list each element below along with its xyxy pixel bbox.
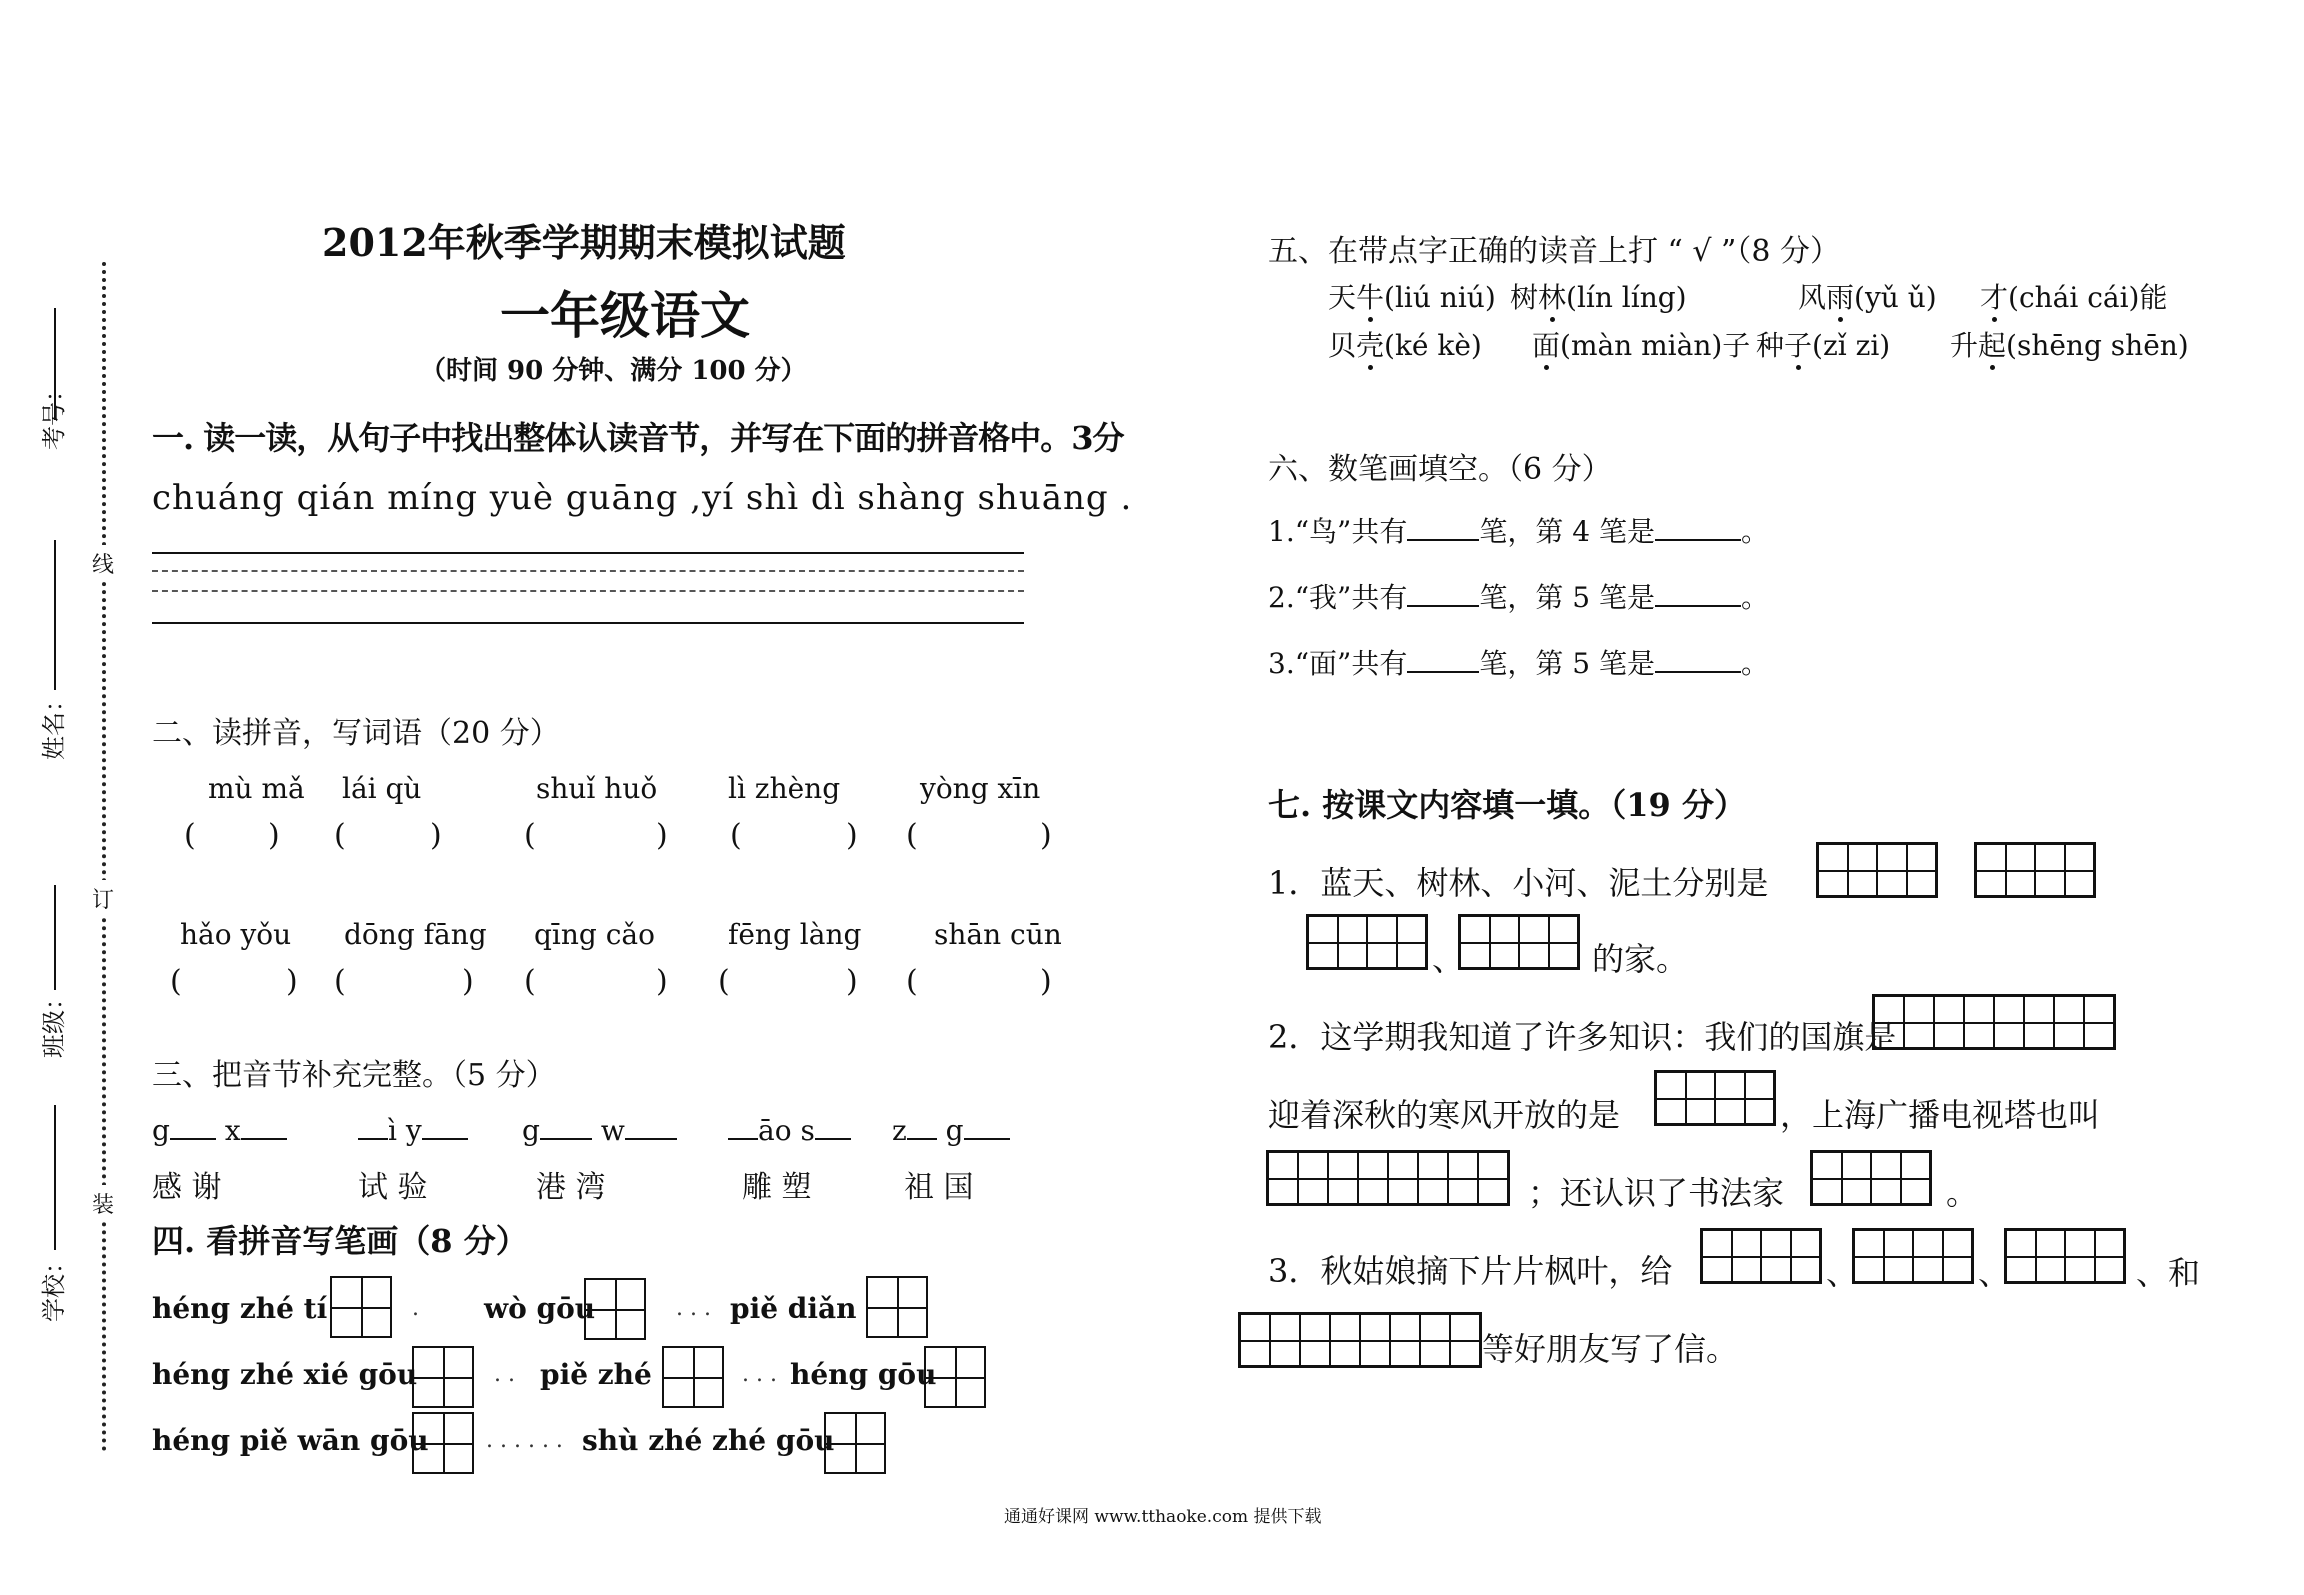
stroke-pinyin: wò gōu [484,1292,596,1325]
reading-item: 种子(zǐ zi) [1756,329,1891,362]
answer-paren-open: ( [524,964,536,999]
reading-item: 树林(lín líng) [1510,281,1687,314]
section1-sentence: chuáng qián míng yuè guāng ,yí shì dì shàng shuāng . [152,478,1133,518]
reading-item: 才(chái cái)能 [1980,281,2168,314]
pinyin-word: mù mǎ [208,772,305,805]
pinyin-grid[interactable] [1306,914,1428,970]
pinyin-word: lái qù [342,772,422,805]
tianzige-box[interactable] [662,1346,724,1408]
pinyin-grid[interactable] [1974,842,2096,898]
pinyin-grid[interactable] [1852,1228,1974,1284]
pinyin-grid[interactable] [1458,914,1580,970]
q2-text: ；还认识了书法家 [1528,1174,1785,1212]
reading-item: 天牛(liú niú) [1328,281,1496,314]
pinyin-word: qīng cǎo [534,918,655,951]
q3-separator: 、 [1826,1254,1859,1292]
stroke-pinyin: héng gōu [790,1358,937,1391]
answer-paren-close: ) [1040,964,1052,999]
answer-paren-open: ( [906,964,918,999]
q2-text: 迎着深秋的寒风开放的是 [1268,1096,1621,1134]
answer-paren-open: ( [524,818,536,853]
stroke-pinyin: héng piě wān gōu [152,1424,429,1457]
answer-paren-open: ( [906,818,918,853]
tianzige-box[interactable] [924,1346,986,1408]
answer-paren-close: ) [268,818,280,853]
pinyin-word: yòng xīn [920,772,1041,805]
syllable-fill: z g [892,1114,1010,1147]
answer-paren-close: ) [656,964,668,999]
pinyin-word: dōng fāng [344,918,487,951]
stroke-pinyin: héng zhé tí [152,1292,328,1325]
tianzige-box[interactable] [824,1412,886,1474]
binding-char-ding: 订 [92,880,114,917]
syllable-fill: g x [152,1114,287,1147]
section6-title: 六、数笔画填空。（6 分） [1268,452,1612,487]
answer-paren-open: ( [334,964,346,999]
answer-paren-close: ) [1040,818,1052,853]
tianzige-box[interactable] [412,1346,474,1408]
tianzige-box[interactable] [584,1278,646,1340]
dot-leader: . . . . . . [486,1428,563,1453]
exam-title: 2012年秋季学期期末模拟试题 [322,220,846,265]
syllable-word: 试 验 [358,1170,428,1205]
answer-paren-open: ( [334,818,346,853]
pinyin-grid[interactable] [1266,1150,1510,1206]
q3-end: 等好朋友写了信。 [1482,1330,1739,1368]
syllable-fill: ì y [358,1114,468,1147]
syllable-word: 感 谢 [152,1170,222,1205]
answer-paren-close: ) [846,964,858,999]
dot-leader: . [412,1296,419,1321]
pinyin-grid[interactable] [1654,1070,1776,1126]
binding-dotted-line [102,262,106,1452]
exam-subject: 一年级语文 [500,286,750,345]
answer-paren-open: ( [184,818,196,853]
syllable-word: 祖 国 [904,1170,974,1205]
pinyin-word: shān cūn [934,918,1062,951]
answer-paren-close: ) [430,818,442,853]
q2-text: ，上海广播电视塔也叫 [1780,1096,2101,1134]
reading-item: 升起(shēng shēn) [1950,329,2189,362]
tianzige-box[interactable] [330,1276,392,1338]
pinyin-line-dash1 [152,570,1024,572]
section5-title: 五、在带点字正确的读音上打 “ √ ”（8 分） [1268,234,1841,269]
pinyin-grid[interactable] [1872,994,2116,1050]
answer-paren-close: ) [462,964,474,999]
stroke-pinyin: piě zhé [540,1358,652,1391]
pinyin-grid[interactable] [1816,842,1938,898]
pinyin-line-dash2 [152,590,1024,592]
q3-separator: 、 [1978,1254,2011,1292]
binding-char-zhuang: 装 [92,1185,114,1222]
q2-text: 2．这学期我知道了许多知识：我们的国旗是 [1268,1018,1897,1056]
margin-blank-class [54,885,56,990]
dot-leader: . . . [676,1296,711,1321]
pinyin-word: hǎo yǒu [180,918,292,951]
tianzige-box[interactable] [866,1276,928,1338]
pinyin-grid[interactable] [1810,1150,1932,1206]
pinyin-word: lì zhèng [728,772,841,805]
answer-paren-close: ) [846,818,858,853]
stroke-pinyin: héng zhé xié gōu [152,1358,418,1391]
pinyin-line-top [152,552,1024,554]
pinyin-word: shuǐ huǒ [536,772,658,805]
stroke-count-item: 2.“我”共有 笔，第 5 笔是 。 [1268,581,1769,614]
pinyin-word: fēng làng [728,918,862,951]
margin-label-exam-no: 考号： [40,378,68,450]
q3-text: 3．秋姑娘摘下片片枫叶，给 [1268,1252,1673,1290]
q1-end: 的家。 [1592,940,1689,978]
reading-item: 面(màn miàn)子 [1532,329,1751,362]
margin-label-class: 班级： [40,986,68,1058]
syllable-word: 港 湾 [536,1170,606,1205]
answer-paren-close: ) [286,964,298,999]
margin-label-school: 学校： [40,1250,68,1322]
q2-end: 。 [1946,1174,1979,1212]
syllable-fill: āo s [728,1114,851,1147]
answer-paren-close: ) [656,818,668,853]
stroke-count-item: 3.“面”共有 笔，第 5 笔是 。 [1268,647,1769,680]
reading-item: 贝壳(ké kè) [1328,329,1482,362]
section2-title: 二、读拼音，写词语（20 分） [152,716,560,751]
page-footer: 通通好课网 www.tthaoke.com 提供下载 [1004,1507,1322,1527]
margin-blank-school [54,1105,56,1250]
answer-paren-open: ( [718,964,730,999]
dot-leader: . . [494,1362,515,1387]
pinyin-line-bottom [152,622,1024,624]
q1-text: 1．蓝天、树林、小河、泥土分别是 [1268,864,1769,902]
q3-and: 、和 [2136,1254,2201,1292]
syllable-word: 雕 塑 [742,1170,812,1205]
answer-paren-open: ( [730,818,742,853]
margin-blank-name [54,540,56,690]
section1-title: 一. 读一读，从句子中找出整体认读音节，并写在下面的拼音格中。3分 [152,419,1124,457]
tianzige-box[interactable] [412,1412,474,1474]
margin-label-name: 姓名： [40,688,68,760]
section4-title: 四. 看拼音写笔画（8 分） [152,1222,528,1260]
pinyin-grid[interactable] [2004,1228,2126,1284]
pinyin-grid[interactable] [1700,1228,1822,1284]
stroke-pinyin: shù zhé zhé gōu [582,1424,835,1457]
pinyin-grid[interactable] [1238,1312,1482,1368]
stroke-pinyin: piě diǎn [730,1292,857,1325]
binding-char-xian: 线 [92,545,114,582]
section7-title: 七. 按课文内容填一填。（19 分） [1268,786,1746,824]
q1-separator: 、 [1432,940,1465,978]
answer-paren-open: ( [170,964,182,999]
section3-title: 三、把音节补充完整。（5 分） [152,1058,556,1093]
dot-leader: . . . [742,1362,777,1387]
syllable-fill: g w [522,1114,677,1147]
reading-item: 风雨(yǔ ǔ) [1798,281,1937,314]
exam-time-note: （时间 90 分钟、满分 100 分） [420,356,807,386]
stroke-count-item: 1.“鸟”共有 笔，第 4 笔是 。 [1268,515,1769,548]
